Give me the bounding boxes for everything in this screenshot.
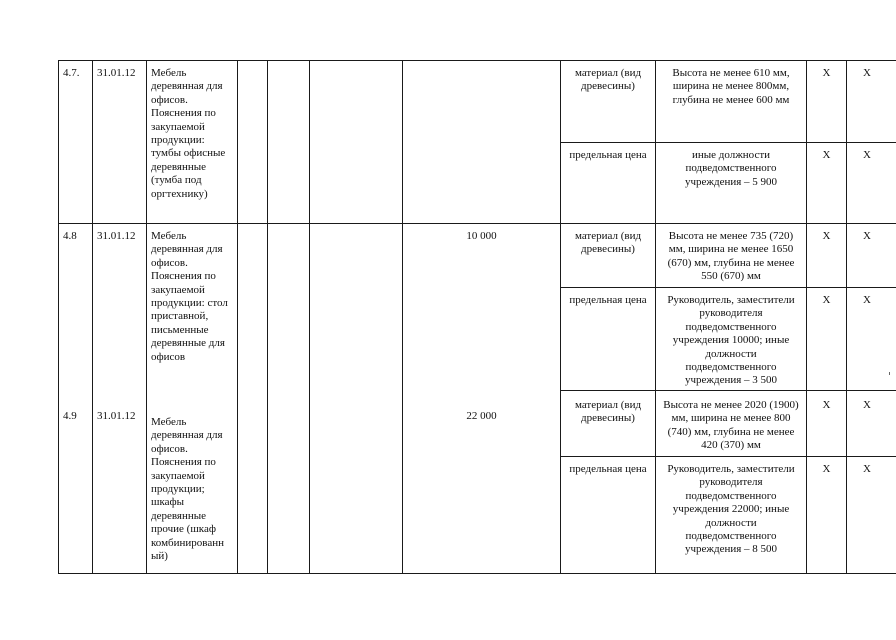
mark-x: X (822, 230, 831, 242)
column-divider (560, 60, 561, 573)
property-value: Высота не менее 2020 (1900) мм, ширина не менее 800 (740) мм, глубина не менее 420 (370) мм (663, 399, 799, 452)
item-name: Мебель деревянная для офисов. Пояснения по закупаемой продукции; шкафы деревянные прочие (шкаф комбинированн ый) (151, 416, 224, 563)
property-value: Руководитель, заместители руководителя подведомственного учреждения 10000; иные должности подведомственного учреждения – 3 500 (667, 294, 795, 387)
mark-x: X (863, 149, 871, 161)
item-name: Мебель деревянная для офисов. Пояснения по закупаемой продукции: стол приставной, письменные деревянные для офисов (151, 230, 228, 363)
column-divider (237, 60, 238, 573)
row-number: 4.8 (63, 230, 77, 242)
property-label: материал (вид древесины) (574, 67, 642, 93)
scan-speck (889, 372, 890, 375)
column-divider (846, 60, 847, 573)
mark-x: X (822, 149, 831, 161)
property-value: Высота не менее 610 мм, ширина не менее 800мм, глубина не менее 600 мм (672, 67, 790, 106)
mark-x: X (863, 230, 871, 242)
mark-x: X (822, 67, 831, 79)
column-divider (146, 60, 147, 573)
item-name: Мебель деревянная для офисов. Пояснения по закупаемой продукции: тумбы офисные деревянные (тумба под оргтехнику) (151, 67, 226, 200)
okpd-code: 31.01.12 (97, 230, 136, 242)
row-divider (58, 223, 896, 224)
property-label: предельная цена (569, 463, 647, 475)
property-value: Руководитель, заместители руководителя подведомственного учреждения 22000; иные должности подведомственного учреждения – 8 500 (667, 463, 795, 556)
column-divider (806, 60, 807, 573)
property-label: материал (вид древесины) (574, 399, 642, 425)
max-price: 10 000 (466, 230, 497, 242)
mark-x: X (822, 463, 831, 475)
mark-x: X (863, 67, 871, 79)
mark-x: X (822, 294, 831, 306)
row-number: 4.7. (63, 67, 80, 79)
column-divider (309, 60, 310, 573)
column-divider (402, 60, 403, 573)
mark-x: X (863, 463, 871, 475)
row-number: 4.9 (63, 410, 77, 422)
okpd-code: 31.01.12 (97, 410, 136, 422)
max-price: 22 000 (466, 410, 497, 422)
row-divider (58, 60, 896, 61)
property-value: иные должности подведомственного учреждения – 5 900 (684, 149, 778, 188)
property-label: предельная цена (569, 149, 647, 161)
mark-x: X (863, 294, 871, 306)
row-divider (58, 573, 896, 574)
column-divider (92, 60, 93, 573)
property-value: Высота не менее 735 (720) мм, ширина не менее 1650 (670) мм, глубина не менее 550 (670) мм (667, 230, 795, 283)
mark-x: X (822, 399, 831, 411)
property-label: материал (вид древесины) (574, 230, 642, 256)
property-label: предельная цена (569, 294, 647, 306)
mark-x: X (863, 399, 871, 411)
okpd-code: 31.01.12 (97, 67, 136, 79)
column-divider (58, 60, 59, 573)
column-divider (267, 60, 268, 573)
